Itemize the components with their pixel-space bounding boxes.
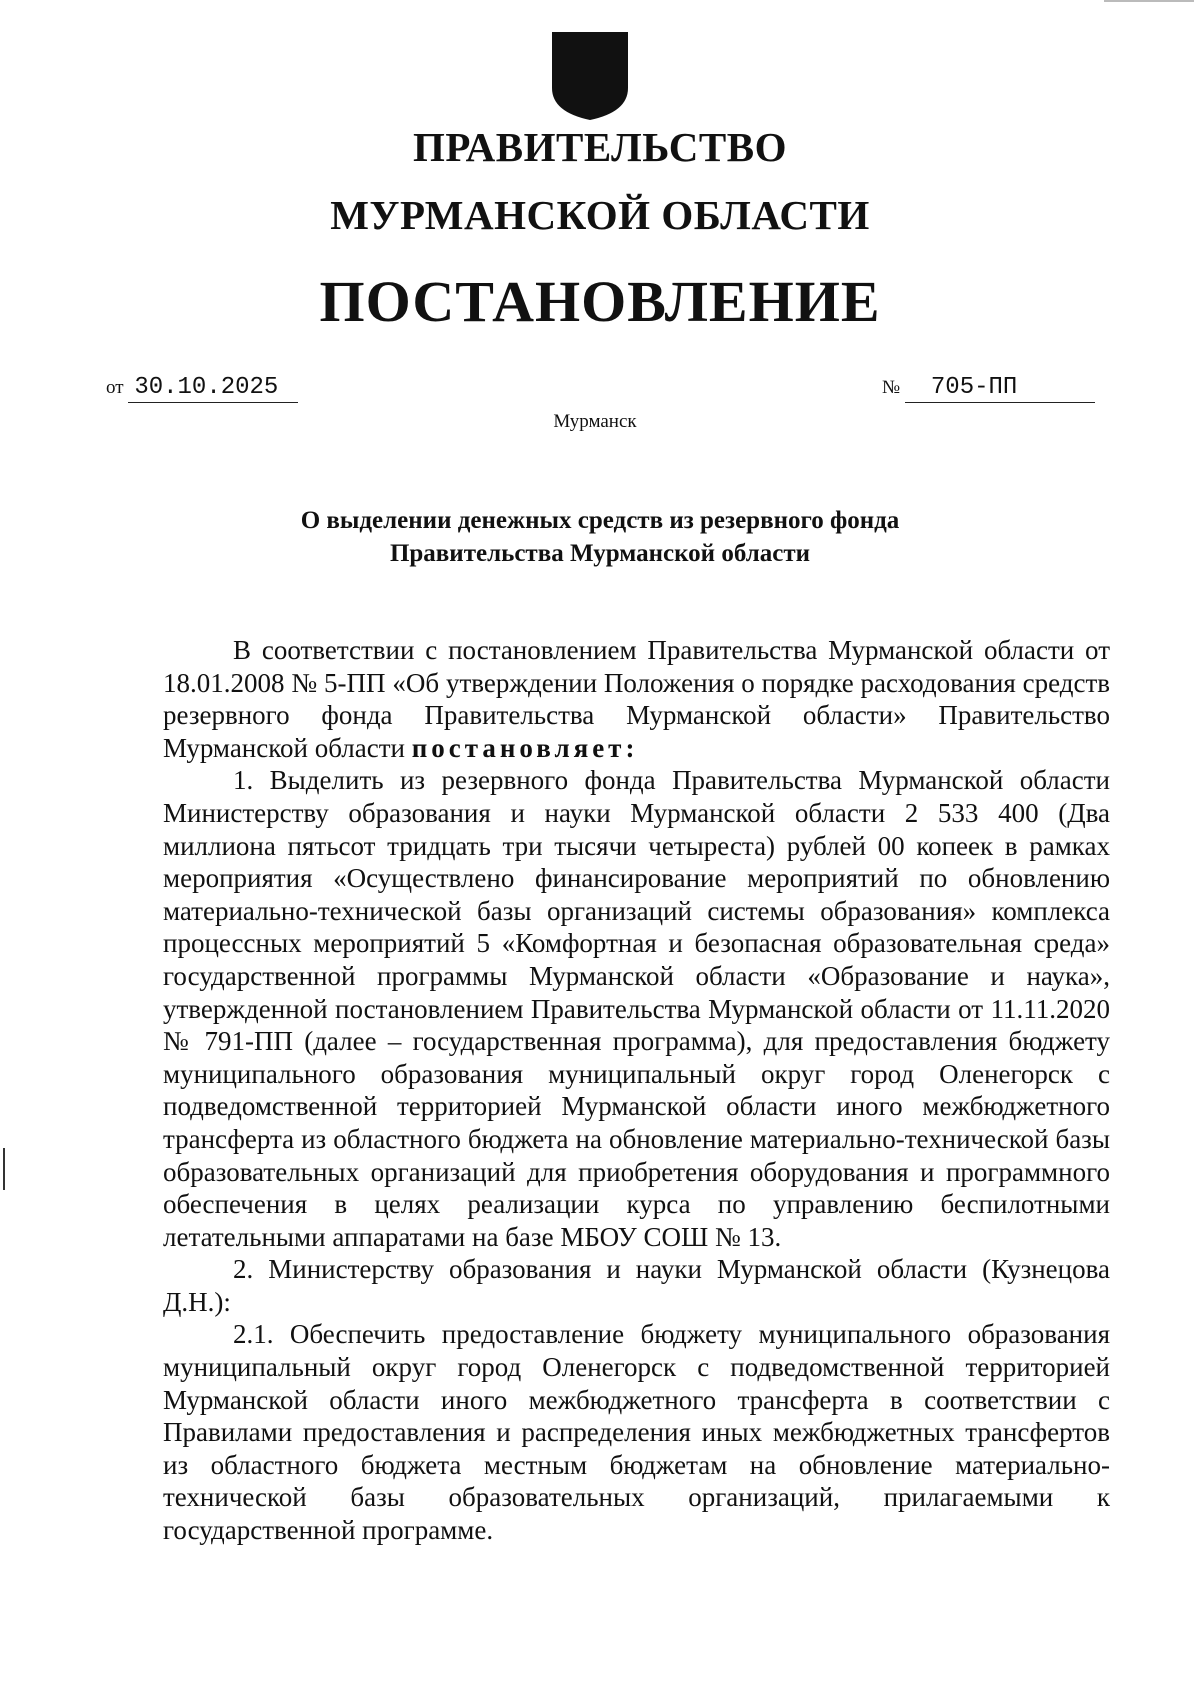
coat-of-arms-shape xyxy=(550,30,630,122)
item-1-paragraph: 1. Выделить из резервного фонда Правительства Мурманской области Министерству образования и науки Мурманской области 2 533 400 (Два миллиона пятьсот тридцать три тысячи четыреста) рублей 00 копеек в рамках мероприятия «Осуществлено финансирование мероприятий по обновлению материально-технической базы организаций системы образования» комплекса процессных мероприятий 5 «Комфортная и безопасная образовательная среда» государственной программы Мурманской области «Образование и наука», утвержденной постановлением Правительства Мурманской области от 11.11.2020 № 791-ПП (далее – государственная программа), для предоставления бюджету муниципального образования муниципальный округ город Оленегорск с подведомственной территорией Мурманской области иного межбюджетного трансферта из областного бюджета на обновление материально-технической базы образовательных организаций для приобретения оборудования и программного обеспечения в целях реализации курса по управлению беспилотными летательными аппаратами на базе МБОУ СОШ № 13. xyxy=(163,765,1110,1252)
number-value: 705-ПП xyxy=(905,374,1095,403)
item-2-1-paragraph: 2.1. Обеспечить предоставление бюджету муниципального образования муниципальный округ город Оленегорск с подведомственной территорией Мурманской области иного межбюджетного трансферта в соответствии с Правилами предоставления и распределения иных межбюджетных трансфертов из областного бюджета местным бюджетам на обновление материально-технической базы образовательных организаций, прилагаемыми к государственной программе. xyxy=(163,1319,1110,1546)
document-date xyxy=(106,374,298,403)
date-prefix: от xyxy=(106,377,124,398)
city: Мурманск xyxy=(553,411,637,432)
item-2-paragraph: 2. Министерству образования и науки Мурманской области (Кузнецова Д.Н.): xyxy=(163,1254,1110,1317)
scan-corner-mark xyxy=(1104,0,1194,2)
number-prefix: № xyxy=(882,377,901,398)
date-value: 30.10.2025 xyxy=(128,374,298,403)
margin-mark xyxy=(3,1148,5,1190)
document-body xyxy=(163,634,1110,1547)
org-name-line-1: ПРАВИТЕЛЬСТВО xyxy=(412,124,788,170)
preamble-text: В соответствии с постановлением Правительства Мурманской области от 18.01.2008 № 5-ПП «Об утверждении Положения о порядке расходования средств резервного фонда Правительства Мурманской области» Правительство Мурманской области xyxy=(163,635,1110,763)
preamble-paragraph xyxy=(163,634,1110,764)
title-line-1: О выделении денежных средств из резервного фонда xyxy=(300,507,900,534)
decree-word: постановляет: xyxy=(411,732,639,763)
coat-of-arms-icon xyxy=(550,30,630,122)
document-title xyxy=(0,504,1200,570)
title-line-2: Правительства Мурманской области xyxy=(389,540,811,567)
org-name-line-2: МУРМАНСКОЙ ОБЛАСТИ xyxy=(330,192,870,238)
document-type: ПОСТАНОВЛЕНИЕ xyxy=(319,269,881,334)
document-number xyxy=(882,374,1095,403)
